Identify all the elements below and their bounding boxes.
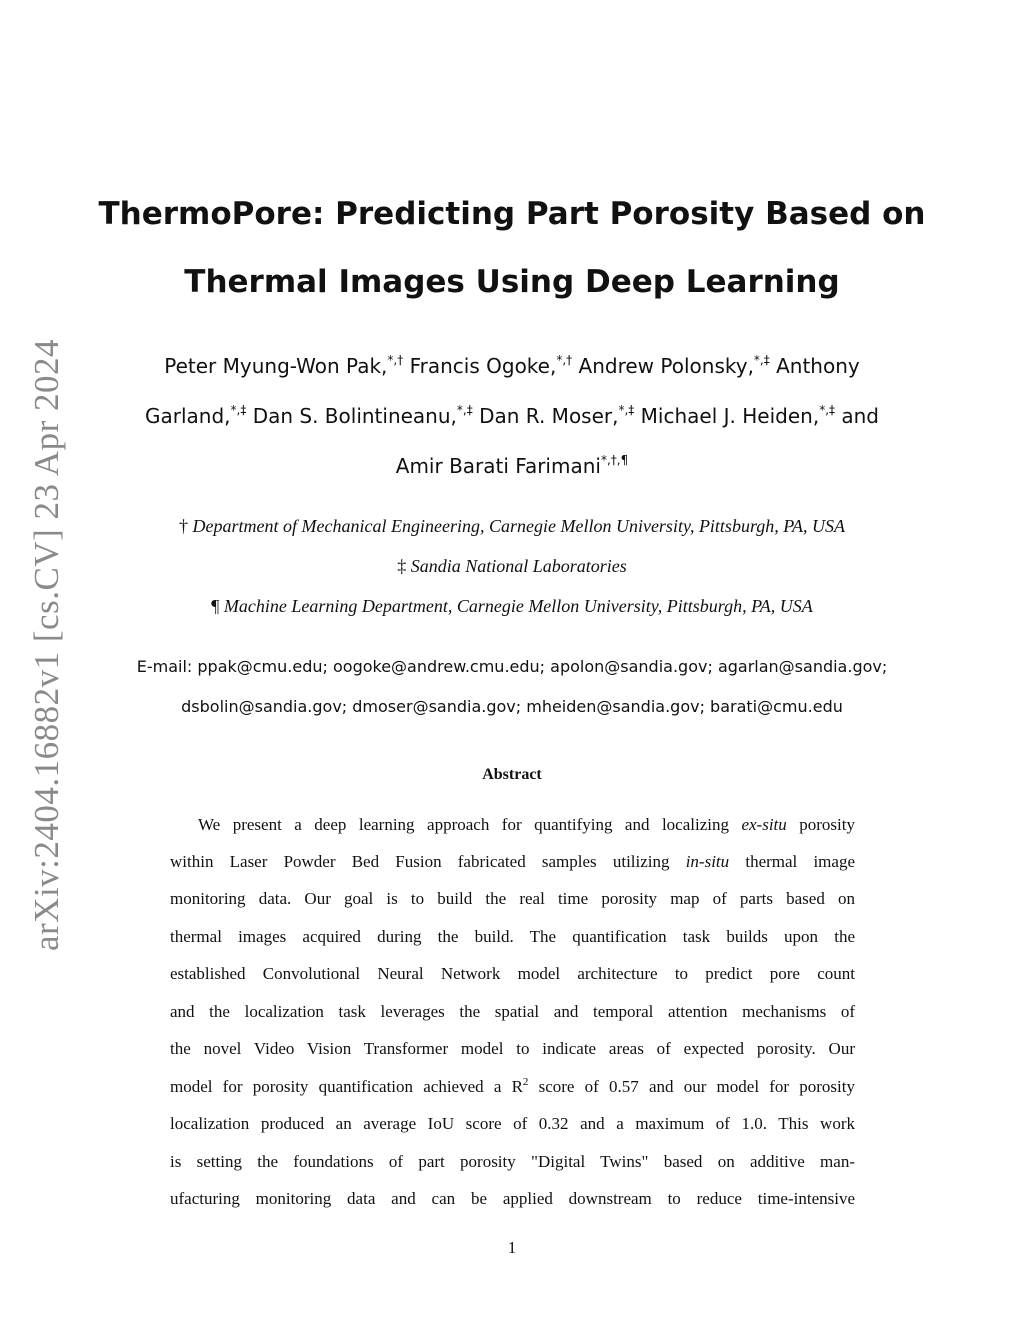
author-name: Peter Myung-Won Pak, xyxy=(164,354,388,378)
author-name: Michael J. Heiden, xyxy=(640,404,820,428)
author-name-part: Anthony xyxy=(776,354,860,378)
author-affiliation-marks: *,† xyxy=(387,353,404,367)
arxiv-identifier-stamp: arXiv:2404.16882v1 [cs.CV] 23 Apr 2024 xyxy=(27,338,66,952)
abstract-line: is setting the foundations of part porosity "Digital Twins" based on additive man- xyxy=(170,1152,855,1171)
author-name: Francis Ogoke, xyxy=(409,354,557,378)
author-line-1 xyxy=(0,354,1024,378)
abstract-emphasis: in-situ xyxy=(685,852,730,871)
author-affiliation-marks: *,†,¶ xyxy=(600,453,629,467)
author-affiliation-marks: *,‡ xyxy=(456,403,473,417)
author-line-2 xyxy=(0,404,1024,428)
abstract-line: monitoring data. Our goal is to build the real time porosity map of parts based on xyxy=(170,889,855,908)
abstract-text: within Laser Powder Bed Fusion fabricated samples utilizing xyxy=(170,852,686,871)
email-line-2: dsbolin@sandia.gov; dmoser@sandia.gov; mheiden@sandia.gov; barati@cmu.edu xyxy=(181,697,843,716)
affiliation-text: Department of Mechanical Engineering, Carnegie Mellon University, Pittsburgh, PA, USA xyxy=(192,516,845,536)
abstract-line: ufacturing monitoring data and can be applied downstream to reduce time-intensive xyxy=(170,1189,855,1208)
affiliation-mark: † xyxy=(179,516,189,536)
abstract-text: We present a deep learning approach for quantifying and localizing xyxy=(198,815,742,834)
author-name: Dan R. Moser, xyxy=(479,404,619,428)
author-affiliation-marks: *,‡ xyxy=(618,403,635,417)
abstract-line: the novel Video Vision Transformer model to indicate areas of expected porosity. Our xyxy=(170,1039,855,1058)
abstract-text: score of 0.57 and our model for porosity xyxy=(528,1077,855,1096)
author-affiliation-marks: *,‡ xyxy=(819,403,836,417)
abstract-line xyxy=(198,815,855,835)
author-affiliation-marks: *,‡ xyxy=(230,403,247,417)
affiliation-text: Sandia National Laboratories xyxy=(410,556,627,576)
author-affiliation-marks: *,† xyxy=(556,353,573,367)
affiliation-mark: ‡ xyxy=(397,556,407,576)
affiliation-cmu-mechanical xyxy=(0,516,1024,537)
abstract-text: thermal image xyxy=(729,852,855,871)
abstract-emphasis: ex-situ xyxy=(741,815,787,834)
author-name: Dan S. Bolintineanu, xyxy=(252,404,457,428)
abstract-line: thermal images acquired during the build. The quantification task builds upon the xyxy=(170,927,855,946)
abstract-text: model for porosity quantification achieved a R xyxy=(170,1077,523,1096)
author-conjunction: and xyxy=(841,404,880,428)
author-name: Amir Barati Farimani xyxy=(395,454,601,478)
affiliation-cmu-ml xyxy=(0,596,1024,617)
affiliation-mark: ¶ xyxy=(211,596,220,616)
paper-title-line-1: ThermoPore: Predicting Part Porosity Based on xyxy=(98,196,926,232)
paper-title-line-2: Thermal Images Using Deep Learning xyxy=(184,264,840,300)
email-line-1: E-mail: ppak@cmu.edu; oogoke@andrew.cmu.edu; apolon@sandia.gov; agarlan@sandia.gov; xyxy=(136,657,888,676)
affiliation-sandia xyxy=(0,556,1024,577)
author-affiliation-marks: *,‡ xyxy=(753,353,770,367)
abstract-line: and the localization task leverages the spatial and temporal attention mechanisms of xyxy=(170,1002,855,1021)
author-name-part: Garland, xyxy=(144,404,231,428)
abstract-line xyxy=(170,1077,855,1097)
abstract-line: established Convolutional Neural Network model architecture to predict pore count xyxy=(170,964,855,983)
abstract-heading: Abstract xyxy=(482,766,542,783)
abstract-superscript: 2 xyxy=(522,1076,529,1088)
page-number: 1 xyxy=(507,1238,517,1257)
abstract-text: porosity xyxy=(786,815,855,834)
abstract-line: localization produced an average IoU score of 0.32 and a maximum of 1.0. This work xyxy=(170,1114,855,1133)
abstract-line xyxy=(170,852,855,872)
author-name: Andrew Polonsky, xyxy=(578,354,754,378)
affiliation-text: Machine Learning Department, Carnegie Mellon University, Pittsburgh, PA, USA xyxy=(223,596,813,616)
author-line-3 xyxy=(0,454,1024,478)
